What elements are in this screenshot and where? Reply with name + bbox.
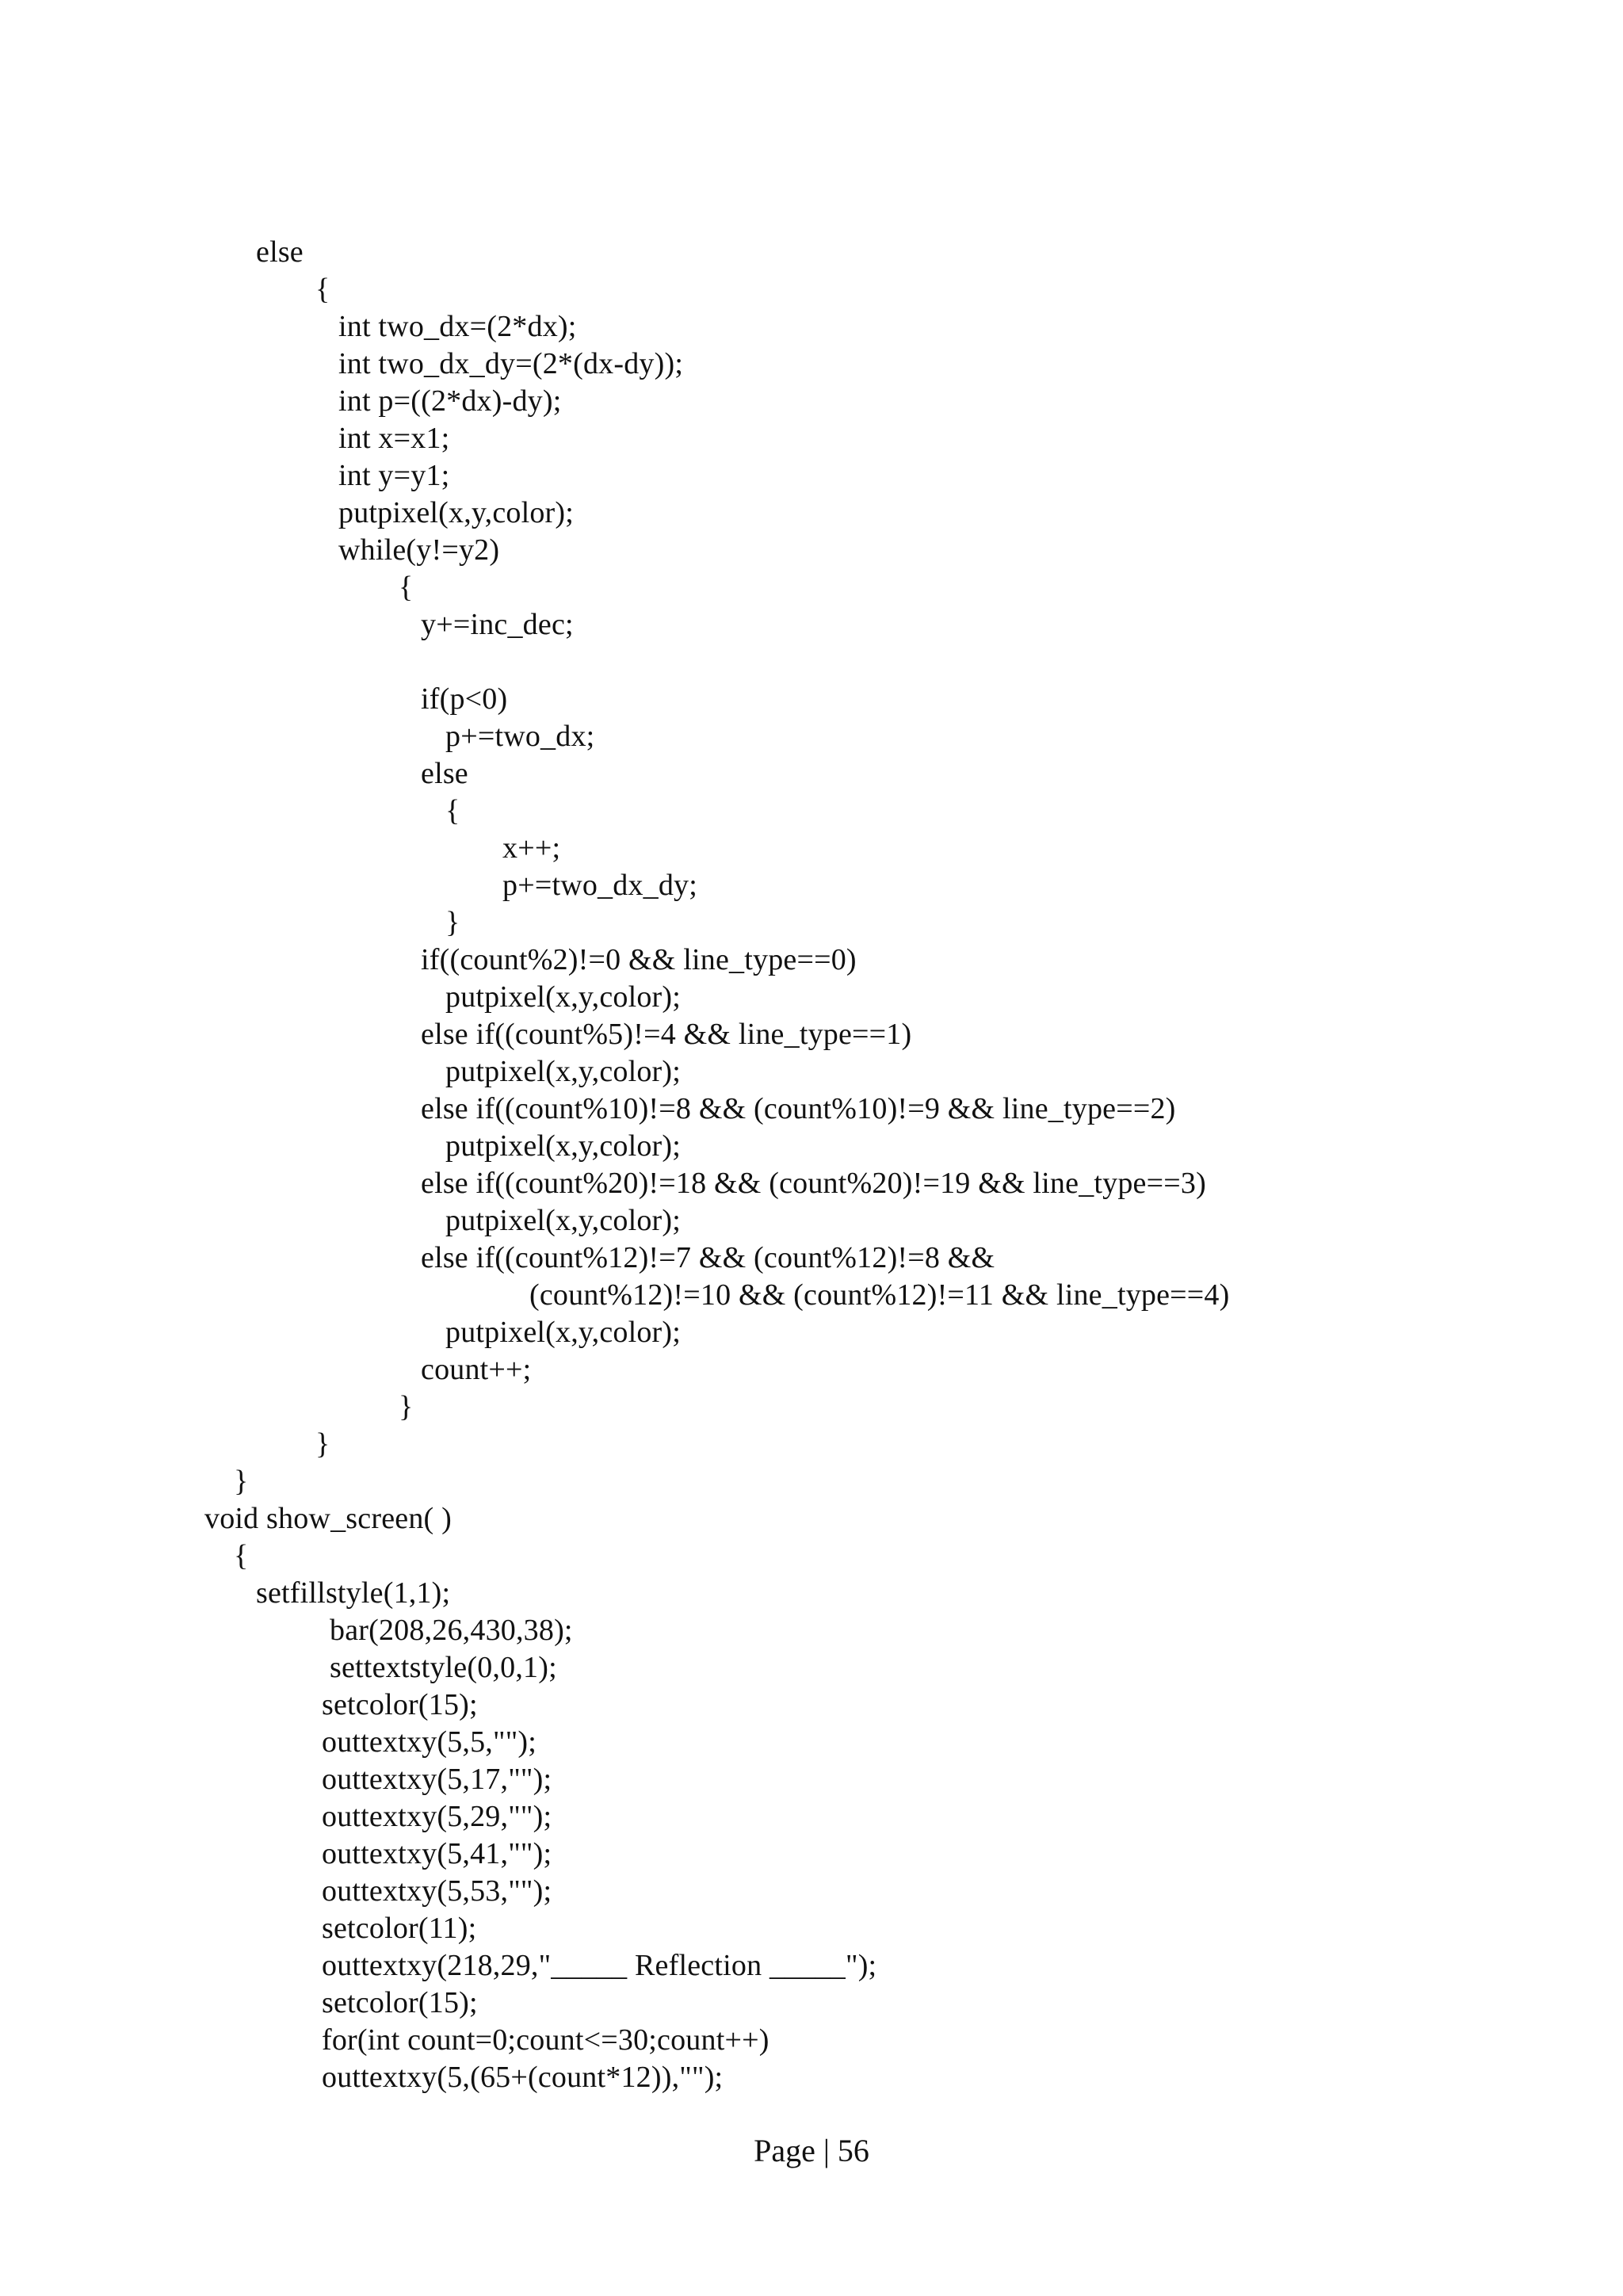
code-line: else if((count%12)!=7 && (count%12)!=8 && bbox=[421, 1241, 995, 1274]
code-line: } bbox=[315, 1427, 330, 1461]
code-line: putpixel(x,y,color); bbox=[445, 1129, 682, 1163]
code-line: if((count%2)!=0 && line_type==0) bbox=[421, 943, 857, 976]
code-line: (count%12)!=10 && (count%12)!=11 && line_type==4) bbox=[529, 1278, 1230, 1312]
code-line: p+=two_dx_dy; bbox=[502, 869, 698, 902]
code-line: setfillstyle(1,1); bbox=[256, 1576, 451, 1610]
code-line: outtextxy(5,29,""); bbox=[322, 1800, 552, 1833]
code-line: { bbox=[445, 794, 460, 827]
code-line: int two_dx=(2*dx); bbox=[338, 310, 577, 343]
code-line: } bbox=[234, 1465, 249, 1498]
code-line: outtextxy(218,29,"_____ Reflection _____"); bbox=[322, 1949, 877, 1982]
code-line: void show_screen( ) bbox=[204, 1502, 452, 1535]
code-line: y+=inc_dec; bbox=[421, 608, 574, 641]
code-line: setcolor(15); bbox=[322, 1688, 478, 1721]
code-line: putpixel(x,y,color); bbox=[445, 1204, 682, 1237]
page-number: Page | 56 bbox=[754, 2133, 869, 2168]
code-line: settextstyle(0,0,1); bbox=[330, 1651, 557, 1684]
code-line: } bbox=[445, 906, 460, 939]
code-line: p+=two_dx; bbox=[445, 720, 595, 753]
code-line: putpixel(x,y,color); bbox=[338, 496, 575, 529]
code-line: int p=((2*dx)-dy); bbox=[338, 384, 562, 418]
code-line: else bbox=[256, 235, 304, 269]
code-line: outtextxy(5,41,""); bbox=[322, 1837, 552, 1870]
code-line: outtextxy(5,5,""); bbox=[322, 1725, 537, 1759]
code-line: x++; bbox=[502, 831, 561, 865]
code-line: else bbox=[421, 757, 468, 790]
code-line: bar(208,26,430,38); bbox=[330, 1614, 573, 1647]
code-line: if(p<0) bbox=[421, 682, 508, 716]
code-line: outtextxy(5,17,""); bbox=[322, 1763, 552, 1796]
code-line: else if((count%10)!=8 && (count%10)!=9 && line_type==2) bbox=[421, 1092, 1176, 1125]
code-line: putpixel(x,y,color); bbox=[445, 1055, 682, 1088]
code-line: int two_dx_dy=(2*(dx-dy)); bbox=[338, 347, 684, 380]
code-line: setcolor(11); bbox=[322, 1912, 477, 1945]
code-line: setcolor(15); bbox=[322, 1986, 478, 2019]
code-line: else if((count%20)!=18 && (count%20)!=19 && line_type==3) bbox=[421, 1167, 1206, 1200]
code-line: outtextxy(5,(65+(count*12)),""); bbox=[322, 2061, 724, 2094]
code-line: int y=y1; bbox=[338, 459, 450, 492]
code-line: while(y!=y2) bbox=[338, 533, 500, 567]
code-line: putpixel(x,y,color); bbox=[445, 1316, 682, 1349]
code-line: { bbox=[399, 571, 414, 604]
code-line: int x=x1; bbox=[338, 422, 450, 455]
code-line: { bbox=[315, 273, 330, 306]
code-line: { bbox=[234, 1539, 249, 1572]
code-line: count++; bbox=[421, 1353, 532, 1386]
code-line: outtextxy(5,53,""); bbox=[322, 1874, 552, 1908]
code-line: else if((count%5)!=4 && line_type==1) bbox=[421, 1018, 912, 1051]
code-line: for(int count=0;count<=30;count++) bbox=[322, 2023, 769, 2057]
code-line: } bbox=[399, 1390, 414, 1423]
code-line: putpixel(x,y,color); bbox=[445, 980, 682, 1014]
